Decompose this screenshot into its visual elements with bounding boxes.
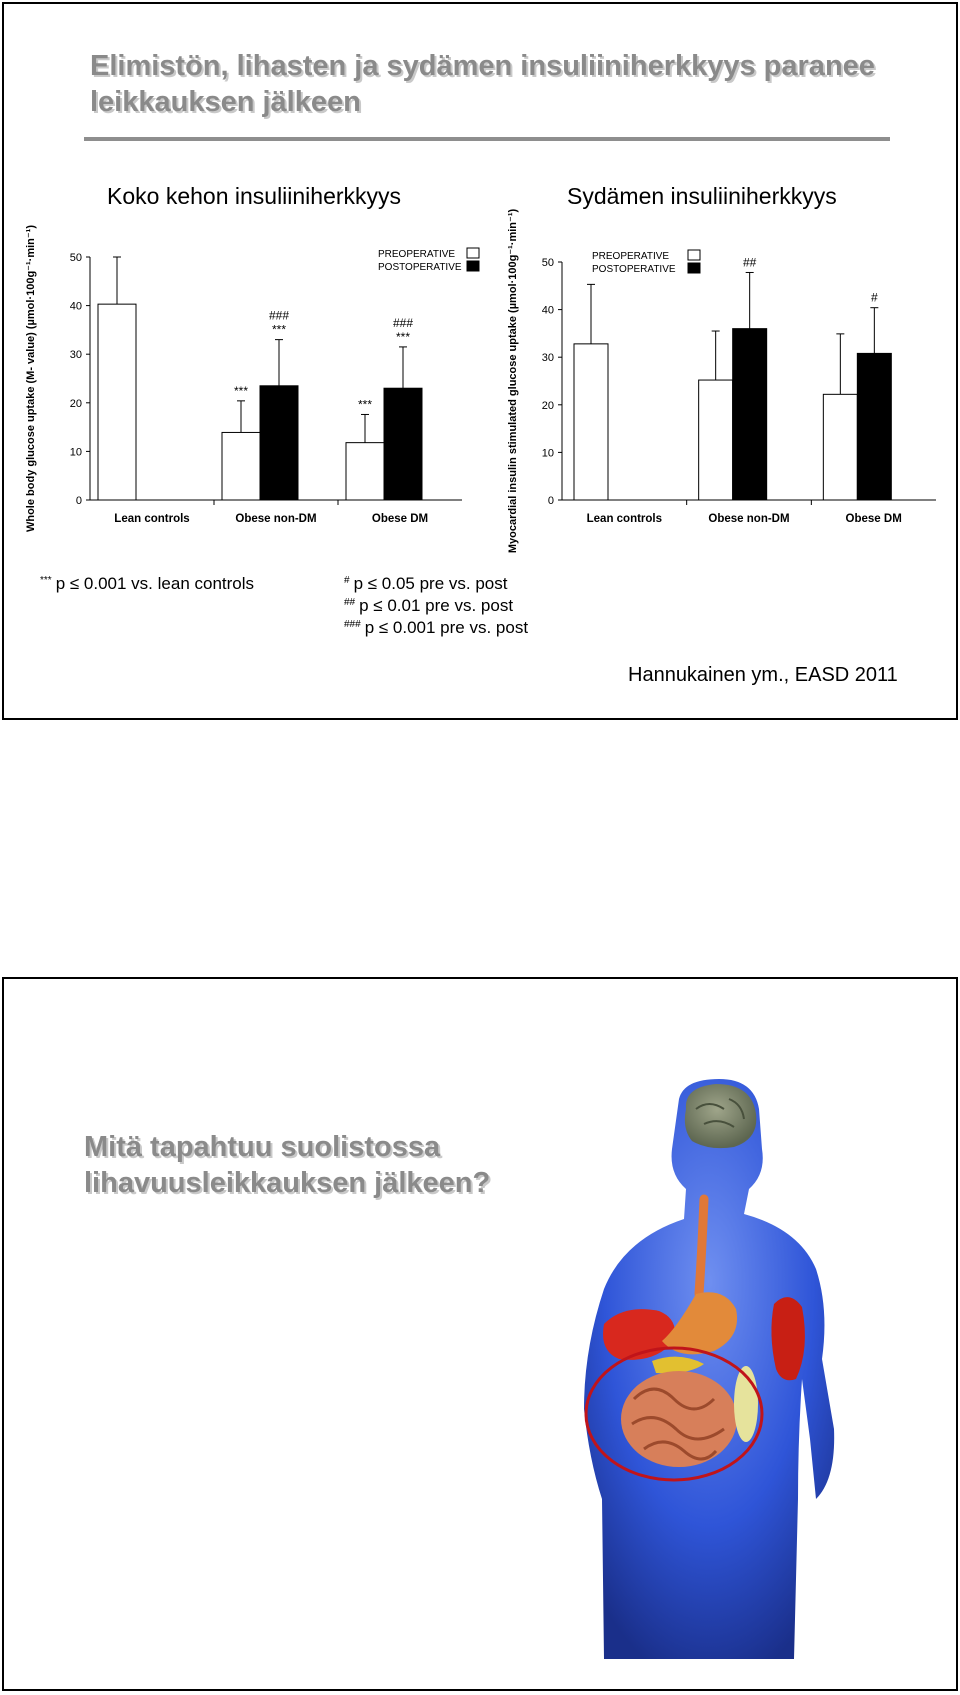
y-tick-label: 10: [541, 447, 554, 460]
significance-marker: ##: [742, 255, 757, 270]
legend-swatch: [467, 261, 479, 271]
significance-marker: ***: [357, 397, 373, 412]
footnote-lean: *** p ≤ 0.001 vs. lean controls: [40, 574, 255, 593]
y-tick-label: 30: [541, 352, 554, 365]
anatomy-illustration: [584, 1079, 884, 1659]
footnote-sig1: # p ≤ 0.05 pre vs. post: [344, 574, 508, 593]
arm-muscle-shape: [771, 1297, 804, 1380]
bar-postoperative: [384, 388, 422, 500]
bar-preoperative: [98, 304, 136, 500]
intestines-shape: [621, 1371, 737, 1467]
legend-swatch: [688, 263, 700, 273]
y-tick-label: 50: [69, 252, 82, 264]
chart-whole-body: [12, 224, 482, 533]
significance-marker: ###: [268, 308, 290, 323]
significance-marker: ***: [233, 383, 249, 398]
esophagus-shape: [699, 1199, 704, 1294]
legend-label: POSTOPERATIVE: [378, 262, 462, 273]
y-axis-label: Whole body glucose uptake (M- value) (µmol·100g⁻¹·min⁻¹): [25, 224, 37, 533]
y-tick-label: 0: [75, 495, 82, 507]
footnote-sig2: ## p ≤ 0.01 pre vs. post: [344, 596, 514, 615]
y-tick-label: 10: [69, 446, 82, 459]
title-underline: [84, 137, 890, 141]
y-tick-label: 40: [541, 304, 554, 317]
significance-marker: #: [870, 290, 878, 305]
y-tick-label: 40: [69, 300, 82, 313]
significance-marker: ###: [392, 315, 414, 330]
left-chart-heading: Koko kehon insuliiniherkkyys: [107, 183, 402, 209]
right-chart-heading: Sydämen insuliiniherkkyys: [567, 183, 837, 209]
legend-swatch: [688, 250, 700, 260]
brain-shape: [685, 1084, 756, 1148]
x-category-label: Lean controls: [114, 513, 190, 525]
bar-postoperative: [857, 353, 891, 500]
legend-label: POSTOPERATIVE: [592, 264, 676, 275]
slide-1-title: Elimistön, lihasten ja sydämen insuliiniherkkyys paranee leikkauksen jälkeen: [90, 50, 875, 119]
footnote-sig3: ### p ≤ 0.001 pre vs. post: [344, 618, 529, 637]
x-category-label: Obese non-DM: [235, 513, 317, 525]
x-category-label: Obese DM: [371, 513, 429, 525]
bar-preoperative: [823, 394, 857, 500]
bar-preoperative: [699, 380, 733, 500]
x-category-label: Obese DM: [845, 513, 902, 525]
bar-postoperative: [260, 386, 298, 500]
legend-label: PREOPERATIVE: [592, 251, 670, 262]
bar-preoperative: [222, 432, 260, 500]
x-category-label: Obese non-DM: [708, 513, 790, 525]
bar-postoperative: [733, 329, 767, 500]
legend-swatch: [467, 248, 479, 258]
citation: Hannukainen ym., EASD 2011: [628, 664, 898, 686]
y-tick-label: 20: [69, 397, 82, 410]
y-tick-label: 50: [541, 257, 554, 269]
y-axis-label: Myocardial insulin stimulated glucose uptake (µmol·100g⁻¹·min⁻¹): [507, 208, 519, 554]
y-tick-label: 0: [547, 495, 554, 507]
significance-marker: ***: [271, 322, 287, 337]
slide-1: [2, 2, 958, 720]
bar-preoperative: [346, 443, 384, 500]
y-tick-label: 20: [541, 399, 554, 412]
slide-2-title: Mitä tapahtuu suolistossa lihavuusleikkauksen jälkeen?: [84, 1131, 491, 1200]
significance-marker: ***: [395, 329, 411, 344]
slide-2: [2, 977, 958, 1691]
x-category-label: Lean controls: [586, 513, 663, 525]
chart-myocardial: [507, 208, 944, 554]
legend-label: PREOPERATIVE: [378, 249, 456, 260]
bar-preoperative: [574, 344, 608, 500]
y-tick-label: 30: [69, 349, 82, 362]
